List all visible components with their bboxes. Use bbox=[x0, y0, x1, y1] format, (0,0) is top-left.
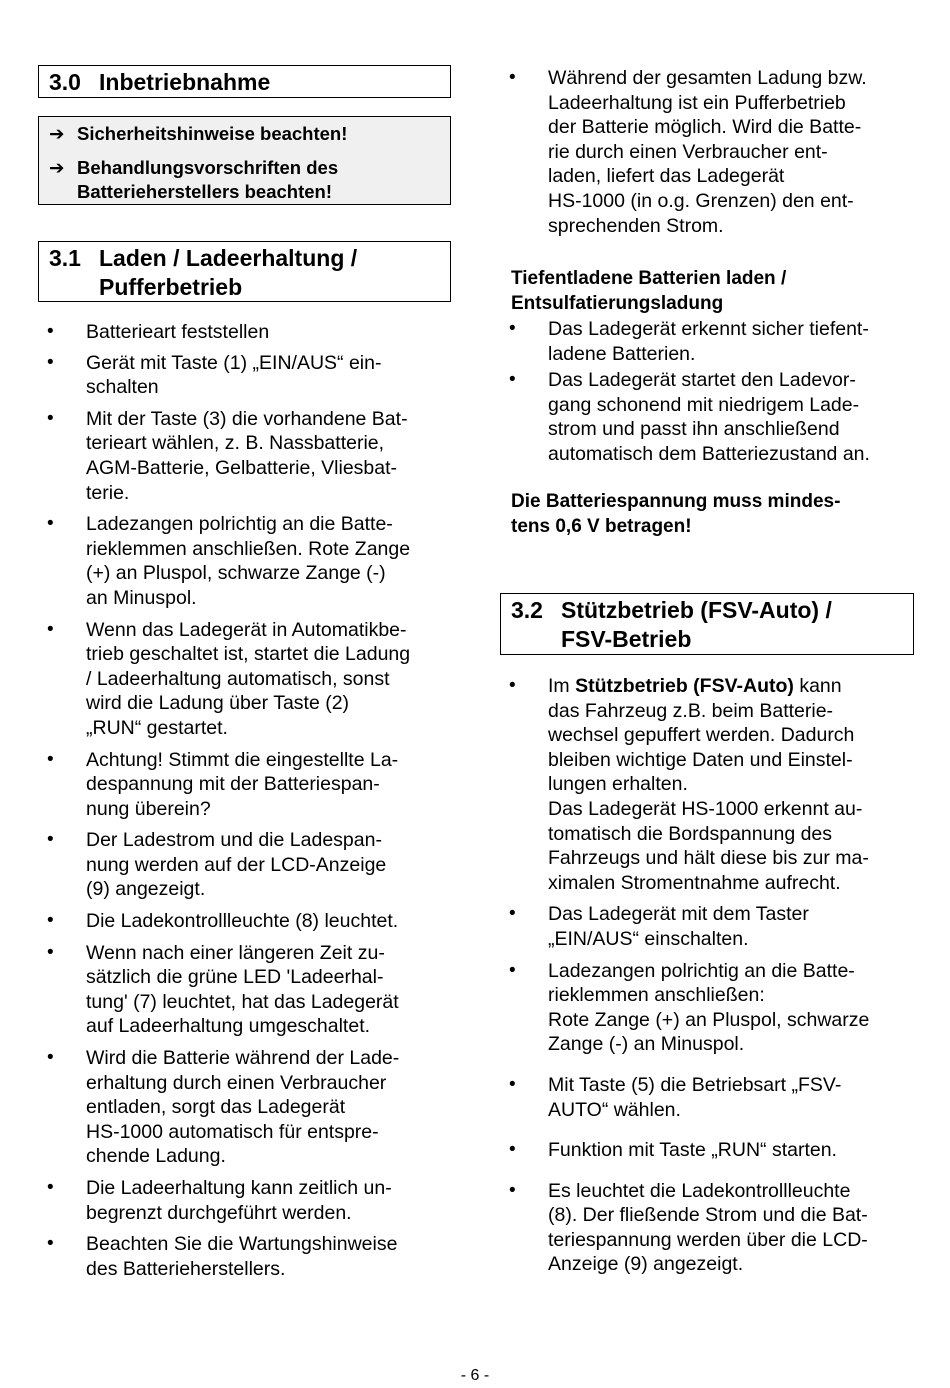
section-3-0-heading bbox=[38, 65, 451, 98]
section-number: 3.0 bbox=[49, 69, 81, 95]
item-bold: Stützbetrieb (FSV-Auto) bbox=[575, 675, 794, 697]
warning-item bbox=[39, 122, 450, 156]
section-3-2-heading bbox=[500, 593, 914, 655]
list-item: • Während der gesamten Ladung bzw. Ladeerhaltung ist ein Pufferbetrieb der Batterie möglich. Wird die Batte- rie durch einen Verbraucher ent- laden, liefert das Ladegerät HS-1000 (in o.g. Grenzen) den ent- sprechenden Strom. bbox=[500, 66, 914, 238]
warning-text: Behandlungsvorschriften des Batterieherstellers beachten! bbox=[77, 157, 339, 202]
section-3-2-list bbox=[500, 674, 914, 1277]
item-prefix: Im bbox=[548, 675, 576, 697]
list-item: • Mit der Taste (3) die vorhandene Bat- terieart wählen, z. B. Nassbatterie, AGM-Batterie, Gelbatterie, Vliesbat- terie. bbox=[38, 407, 451, 505]
list-item: • Ladezangen polrichtig an die Batte- rieklemmen anschließen: Rote Zange (+) an Pluspol, schwarze Zange (-) an Minuspol. bbox=[500, 959, 914, 1057]
arrow-right-icon: ➔ bbox=[49, 157, 65, 178]
list-item: • Mit Taste (5) die Betriebsart „FSV- AUTO“ wählen. bbox=[500, 1073, 914, 1122]
list-item: • Wird die Batterie während der Lade- erhaltung durch einen Verbraucher entladen, sorgt das Ladegerät HS-1000 automatisch für entspre- chende Ladung. bbox=[38, 1046, 451, 1169]
section-title: Inbetriebnahme bbox=[99, 69, 271, 95]
list-item: • Ladezangen polrichtig an die Batte- rieklemmen anschließen. Rote Zange (+) an Pluspol, schwarze Zange (-) an Minuspol. bbox=[38, 512, 451, 610]
warning-box bbox=[38, 116, 451, 205]
buffer-mode-list bbox=[500, 66, 914, 238]
list-item: • Das Ladegerät startet den Ladevor- gang schonend mit niedrigem Lade- strom und passt ihn anschließend automatisch dem Batteriezustand an. bbox=[500, 368, 914, 466]
list-item: • Es leuchtet die Ladekontrollleuchte (8). Der fließende Strom und die Bat- teriespannung werden über die LCD- Anzeige (9) angezeigt. bbox=[500, 1179, 914, 1277]
list-item: • Das Ladegerät erkennt sicher tiefent- ladene Batterien. bbox=[500, 317, 914, 366]
warning-item bbox=[39, 156, 450, 204]
page-number: - 6 - bbox=[460, 1367, 490, 1384]
list-item: • Beachten Sie die Wartungshinweise des Batterieherstellers. bbox=[38, 1232, 451, 1281]
arrow-right-icon: ➔ bbox=[49, 123, 65, 144]
section-number: 3.2 bbox=[511, 597, 543, 623]
item-rest: kann das Fahrzeug z.B. beim Batterie- wechsel gepuffert werden. Dadurch bleiben wichtige Daten und Einstel- lungen erhalten. Das Ladegerät HS-1000 erkennt au- tomatisch die Bordspannung des Fahrzeugs und hält diese bis zur ma- ximalen Stromentnahme aufrecht. bbox=[548, 675, 869, 894]
list-item: • Das Ladegerät mit dem Taster „EIN/AUS“ einschalten. bbox=[500, 902, 914, 951]
list-item: • Wenn nach einer längeren Zeit zu- sätzlich die grüne LED 'Ladeerhal- tung' (7) leuchtet, hat das Ladegerät auf Ladeerhaltung umgeschaltet. bbox=[38, 941, 451, 1039]
list-item bbox=[500, 674, 914, 895]
list-item: • Achtung! Stimmt die eingestellte La- despannung mit der Batteriespan- nung überein? bbox=[38, 748, 451, 822]
list-item: • Funktion mit Taste „RUN“ starten. bbox=[500, 1138, 914, 1163]
section-title: Laden / Ladeerhaltung / Pufferbetrieb bbox=[99, 245, 358, 300]
section-3-1-list bbox=[38, 320, 451, 1281]
voltage-note: Die Batteriespannung muss mindes- tens 0,6 V betragen! bbox=[511, 491, 841, 537]
warning-text: Sicherheitshinweise beachten! bbox=[77, 123, 348, 144]
list-item: • Die Ladekontrollleuchte (8) leuchtet. bbox=[38, 909, 451, 934]
deep-discharge-list bbox=[500, 317, 914, 467]
list-item: • Wenn das Ladegerät in Automatikbe- trieb geschaltet ist, startet die Ladung / Ladeerhaltung automatisch, sonst wird die Ladung über Taste (2) „RUN“ gestartet. bbox=[38, 618, 451, 741]
list-item: • Gerät mit Taste (1) „EIN/AUS“ ein- schalten bbox=[38, 351, 451, 400]
list-item: • Die Ladeerhaltung kann zeitlich un- begrenzt durchgeführt werden. bbox=[38, 1176, 451, 1225]
section-title: Stützbetrieb (FSV-Auto) / FSV-Betrieb bbox=[561, 597, 832, 652]
section-number: 3.1 bbox=[49, 245, 81, 271]
section-3-1-heading bbox=[38, 241, 451, 302]
list-item: • Der Ladestrom und die Ladespan- nung werden auf der LCD-Anzeige (9) angezeigt. bbox=[38, 828, 451, 902]
list-item: • Batterieart feststellen bbox=[38, 320, 451, 345]
deep-discharge-heading: Tiefentladene Batterien laden / Entsulfatierungsladung bbox=[511, 268, 787, 314]
